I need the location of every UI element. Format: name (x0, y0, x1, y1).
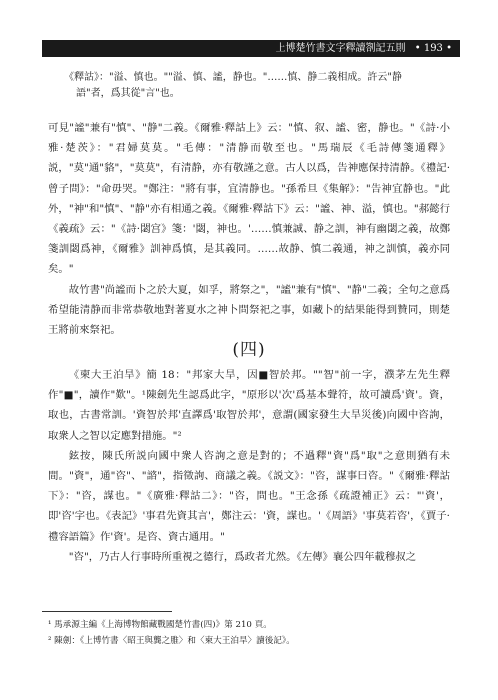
footnote-divider (42, 611, 172, 612)
section-heading: (四) (232, 340, 266, 360)
paragraph: 故竹書"尚謐而卜之於大夏，如孚，將祭之"，"謐"兼有"慎"、"静"二義；全句之意爲希望能清静而非常恭敬地對著夏水之神卜問祭祀之事，如藏卜的結果能得到贊同，則楚王將前來祭祀。 (48, 283, 450, 337)
page-number: • 193 • (414, 43, 452, 54)
body-section-3 (48, 118, 450, 340)
paragraph-text: 智於邦。""智"前一字，濮茅左先生釋作" (48, 369, 450, 402)
quote-line-2: 語"者，爲其從"言"也。 (76, 88, 180, 99)
paragraph: 鉉按，陳氏所説向國中衆人咨詢之意是對的；不過釋"資"爲"取"之意則猶有未間。"資"，通"咨"、"諮"，指徵詢、商議之義。《説文》："咨，謀事曰咨。"《爾雅·釋詁下》："咨，謀也。"《廣雅·釋詁二》："咨，問也。"王念孫《疏證補正》云："'資'，即'咨'字也。《表記》'事君先資其言'，鄭注云：'資，謀也。'《周語》'事莫若咨'，《賈子·禮容語篇》作'資'。是咨、資古通用。" (48, 449, 450, 543)
quote-line-1: 《釋詁》："溢、慎也。""溢、慎、謐，静也。"……慎、静二義相成。許云"静 (64, 72, 402, 83)
footnote: ¹ 馬承源主編《上海博物館藏戰國楚竹書(四)》第 210 頁。 (48, 620, 272, 630)
paragraph (48, 365, 450, 446)
paragraph-text: 《柬大王泊旱》簡 18："邦家大旱，因 (68, 369, 259, 381)
ancient-glyph-icon: ■ (63, 389, 74, 402)
body-section-4 (48, 365, 450, 567)
footnotes (48, 617, 450, 649)
running-header (42, 40, 460, 57)
ancient-glyph-icon: ■ (258, 369, 269, 381)
footnote: ² 陳劍：《上博竹書〈昭王與龔之脽〉和〈柬大王泊旱〉讀後記》。 (48, 636, 295, 646)
paragraph: "咨"，乃古人行事時所重視之德行，爲政者尤然。《左傳》襄公四年載穆叔之 (68, 550, 417, 563)
running-title: 上博楚竹書文字釋讀劄記五則 (275, 43, 406, 54)
paragraph-text: "，讀作"歎"。¹陳劍先生認爲此字，"原形以'次'爲基本聲符，故可讀爲'資'。資，取也，古書常訓。'資智於邦'直譯爲'取智於邦'，意謂(國家發生大旱災後)向國中咨詢，取衆人之智以定應對措施。"² (48, 389, 450, 442)
block-quote (64, 70, 450, 102)
paragraph: 可見"謐"兼有"慎"、"静"二義。《爾雅·釋詁上》云："慎、叙、謐、密，静也。"《詩·小雅·楚茨》："君婦莫莫。"毛傳："清静而敬至也。"馬瑞辰《毛詩傳箋通釋》説，"莫"通"貉"，"莫莫"，有清静，亦有敬謹之意。古人以爲，告神應保持清静。《禮記·曾子問》："命毋哭。"鄭注："將有事，宜清静也。"孫希旦《集解》："告神宜静也。"此外，"神"和"慎"、"静"亦有相通之義。《爾雅·釋詁下》云："謐、神、溢，慎也。"郝懿行《義疏》云："《詩·閟宫》箋：'閟，神也。'……慎兼誠、静之訓，神有幽閟之義，故鄭箋訓閟爲神，《爾雅》訓神爲慎，是其義同。……故静、慎二義通，神之訓慎，義亦同矣。" (48, 122, 450, 276)
